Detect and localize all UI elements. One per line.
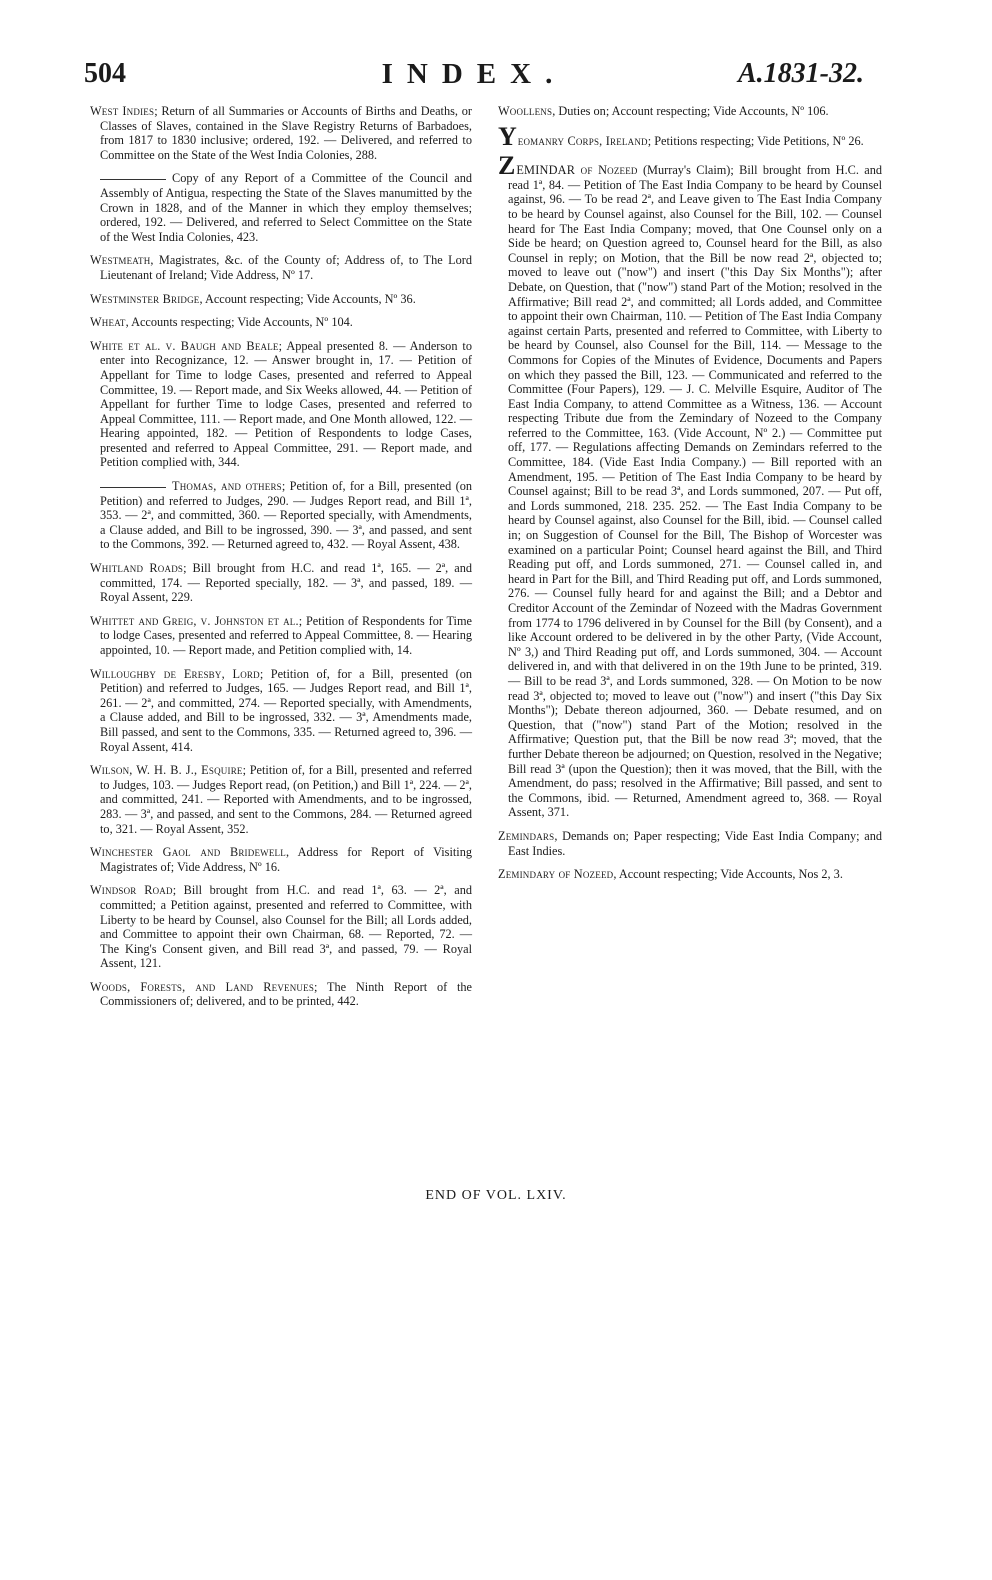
entry-text: , Demands on; Paper respecting; Vide East India Company; and East Indies. bbox=[508, 828, 882, 858]
index-entry bbox=[498, 829, 882, 858]
entry-text: Copy of any Report of a Committee of the Council and Assembly of Antigua, respecting the State of the Slaves manumitted by the Crown in 1828, and of the Manner in which they employ themselves; ordered, 192. — Delivered, and referred to Select Committee on the State of the West India Colonies, 423. bbox=[100, 171, 472, 244]
entry-text: , Magistrates, &c. of the County of; Address of, to The Lord Lieutenant of Ireland; Vide Address, Nº 17. bbox=[100, 253, 472, 282]
entry-heading: Woollens bbox=[498, 104, 553, 118]
index-entry bbox=[90, 171, 472, 244]
entry-text: , Accounts respecting; Vide Accounts, Nº 104. bbox=[125, 315, 353, 330]
index-entry bbox=[498, 104, 882, 119]
index-entry bbox=[90, 339, 472, 470]
entry-text: ; Bill brought from H.C. and read 1ª, 165. — 2ª, and committed, 174. — Reported specially, 182. — 3ª, and passed, 189. — Royal Assent, 229. bbox=[100, 561, 472, 605]
entry-heading: EMINDAR of Nozeed bbox=[516, 163, 638, 178]
entry-text: , Account respecting; Vide Accounts, Nº 36. bbox=[199, 291, 416, 306]
entry-heading: Wilson, W. H. B. J., Esquire bbox=[90, 763, 243, 778]
entry-heading: Willoughby de Eresby, Lord bbox=[90, 666, 260, 681]
section-letter: Y bbox=[498, 121, 517, 151]
index-entry bbox=[90, 479, 472, 552]
entry-heading: Westmeath bbox=[90, 253, 151, 268]
entry-text: (Murray's Claim); Bill brought from H.C. and read 1ª, 84. — Petition of The East India Company to be heard by Counsel against, 96. — To be read 2ª, and Leave given to The East India Company to be heard by Counsel against, also Counsel for the Bill, 102. — Counsel heard for The East India Company; moved, that One Counsel only on a Side be heard; on Question agreed to, Counsel heard for the Bill, as also Counsel in reply; on Motion, that the Bill be now read 2ª, objected to; moved to leave out ("now") and insert ("this Day Six Months"); after Debate, on Question, that ("now") stand Part of the Motion; resolved in the Affirmative; Bill read 2ª, and committed; all Lords added, and Committee to appoint their own Chairman, 110. — Petition of The East India Company against certain Parts, presented and referred to Committee, with Liberty to be heard by Counsel, also Counsel for the Bill, 114. — Message to the Commons for Copies of the Minutes of Evidence, Documents and Papers on which they passed the Bill, 123. — Communicated and referred to the Committee (Four Papers), 129. — J. C. Melville Esquire, Auditor of The East India Company, to attend Committee as a Witness, 136. — Account respecting Tribute due from the Zemindary of Nozeed to the Company referred to the Committee, 163. (Vide Account, Nº 2.) — Committee put off, 177. — Regulations affecting Demands on Zemindars referred to the Committee, 184. (Vide East India Company.) — Bill reported with an Amendment, 195. — Petition of The East India Company to be heard by Counsel against; Bill to be read 3ª, and Lords summoned, 207. — Put off, and Lords summoned, 218. 235. 252. — The East India Company to be heard by Counsel against, also Counsel for the Bill, ibid. — Counsel called in; on Suggestion of Counsel for the Bill, The Bishop of Worcester was examined on a particular Point; Counsel heard against the Bill, and Third Reading put off, and Lords summoned, 271. — Counsel called in, and heard in Part for the Bill, and Third Reading put off, and Lords summoned, 276. — Counsel fully heard for and against the Bill; and a Debtor and Creditor Account of the Zemindar of Nozeed with the Madras Government from 1774 to 1796 delivered in by Counsel for the Bill (by Consent), and a like Account ordered to be delivered in by the other Party, (Vide Account, Nº 3,) and Third Reading put off, and Lords summoned, 304. — Account delivered in, and with that delivered in on the 19th June to be printed, 319. — Bill to be read 3ª, and Lords summoned, 328. — On Motion to be now read 3ª, objected to; moved to leave out ("now") and insert ("this Day Six Months"); Debate thereon adjourned, 360. — Debate resumed, and on Question, that ("now") stand Part of the Motion; resolved in the Affirmative; Question put, that the Bill be now read 3ª; moved, that the further Debate thereon be adjourned; on Question, resolved in the Negative; Bill read 3ª (upon the Question); then it was moved, that the Bill, with the Amendment, do pass; resolved in the Affirmative; Bill passed, and sent to the Commons, ibid. — Returned, Amendment agreed to, 368. — Royal Assent, 371. bbox=[508, 163, 882, 820]
entry-text: ; The Ninth Report of the Commissioners of; delivered, and to be printed, 442. bbox=[100, 979, 472, 1009]
index-entry bbox=[90, 253, 472, 282]
entry-text: ; Petition of Respondents for Time to lodge Cases, presented and referred to Appeal Committee, 8. — Hearing appointed, 10. — Report made, and Petition complied with, 14. bbox=[100, 613, 472, 657]
entry-heading: West Indies bbox=[90, 104, 155, 118]
entry-text: ; Bill brought from H.C. and read 1ª, 63. — 2ª, and committed; a Petition against, presented and referred to Committee, with Liberty to be heard by Counsel, also Counsel for the Bill; all Lords added, and Committee to appoint their own Chairman, 68. — Reported, 72. — The King's Consent given, and Bill read 3ª, and passed, 79. — Royal Assent, 121. bbox=[100, 883, 472, 971]
index-entry bbox=[90, 561, 472, 605]
right-column bbox=[498, 104, 882, 891]
left-column bbox=[90, 104, 472, 1018]
entry-heading: White et al. v. Baugh and Beale bbox=[90, 338, 279, 353]
entry-text: , Account respecting; Vide Accounts, Nos 2, 3. bbox=[613, 867, 843, 882]
letter-section-z bbox=[498, 151, 882, 820]
entry-heading: Whitland Roads bbox=[90, 561, 184, 576]
page-header bbox=[84, 58, 864, 98]
index-entry bbox=[90, 845, 472, 874]
entry-text: ; Petition of, for a Bill, presented (on Petition) and referred to Judges, 290. — Judges Report read, and Bill 1ª, 353. — 2ª, and committed, 360. — Reported specially, with Amendments, a Clause added, and Bill to be ingrossed, 390. — 3ª, and passed, and sent to the Commons, 392. — Returned agreed to, 432. — Royal Assent, 438. bbox=[100, 479, 473, 552]
entry-heading: Windsor Road bbox=[90, 883, 173, 898]
entry-heading: Whittet and Greig, v. Johnston et al. bbox=[90, 613, 299, 628]
index-entry bbox=[90, 763, 472, 836]
page-number: 504 bbox=[84, 58, 126, 89]
index-entry bbox=[90, 315, 472, 330]
entry-heading: Thomas, and others bbox=[172, 479, 282, 494]
index-entry bbox=[90, 292, 472, 307]
entry-heading: Zemindary of Nozeed bbox=[498, 867, 614, 882]
continuation-rule bbox=[100, 179, 166, 180]
entry-text: ; Appeal presented 8. — Anderson to enter into Recognizance, 12. — Answer brought in, 17. — Petition of Appellant for Time to lodge Cases, presented and referred to Appeal Committee, 19. — Report made, and Six Weeks allowed, 44. — Petition of Appellant for further Time to lodge Cases, presented and referred to Appeal Committee, 111. — Report made, and One Month allowed, 122. — Hearing appointed, 182. — Petition of Respondents to lodge Cases, presented and referred to Appeal Committee, 291. — Report made, and Petition complied with, 344. bbox=[100, 338, 472, 470]
entry-heading: Woods, Forests, and Land Revenues bbox=[90, 979, 315, 994]
entry-heading: eomanry Corps, Ireland bbox=[517, 133, 648, 148]
session-year: A.1831-32. bbox=[738, 58, 864, 89]
section-letter: Z bbox=[498, 151, 516, 181]
index-entry bbox=[90, 614, 472, 658]
entry-heading: Westminster Bridge bbox=[90, 291, 200, 306]
letter-section-y bbox=[498, 121, 882, 151]
entry-heading: Zemindars bbox=[498, 828, 555, 843]
entry-text: ; Return of all Summaries or Accounts of Births and Deaths, or Classes of Slaves, contained in the Slave Registry Returns of Barbadoes, from 1817 to 1830 inclusive; ordered, 192. — Delivered, and referred to Committee on the State of the West India Colonies, 288. bbox=[100, 104, 472, 162]
entry-text: , Duties on; Account respecting; Vide Accounts, Nº 106. bbox=[552, 104, 829, 118]
index-entry bbox=[90, 883, 472, 971]
index-entry bbox=[498, 867, 882, 882]
entry-text: , Address for Report of Visiting Magistrates of; Vide Address, Nº 16. bbox=[100, 845, 472, 874]
entry-text: ; Petitions respecting; Vide Petitions, Nº 26. bbox=[647, 133, 864, 148]
entry-heading: Wheat bbox=[90, 315, 126, 330]
entry-text: ; Petition of, for a Bill, presented (on Petition) and referred to Judges, 165. — Judges Report read, and Bill 1ª, 261. — 2ª, and committed, 274. — Reported specially, with Amendments, a Clause added, and Bill to be ingrossed, 332. — 3ª, Amendments made, Bill passed, and sent to the Commons, 335. — Returned agreed to, 396. — Royal Assent, 414. bbox=[100, 666, 472, 754]
entry-text: ; Petition of, for a Bill, presented and referred to Judges, 103. — Judges Report read, (on Petition,) and Bill 1ª, 224. — 2ª, and committed, 241. — Reported with Amendments, and to be ingrossed, 283. — 3ª, and passed, and sent to the Commons, 284. — Returned agreed to, 321. — Royal Assent, 352. bbox=[100, 763, 472, 836]
end-of-volume: END OF VOL. LXIV. bbox=[425, 1188, 567, 1203]
index-entry bbox=[90, 667, 472, 755]
entry-heading: Winchester Gaol and Bridewell bbox=[90, 845, 286, 860]
continuation-rule bbox=[100, 487, 166, 488]
index-entry bbox=[90, 104, 472, 162]
index-entry bbox=[90, 980, 472, 1009]
page-title: INDEX. bbox=[381, 58, 567, 90]
